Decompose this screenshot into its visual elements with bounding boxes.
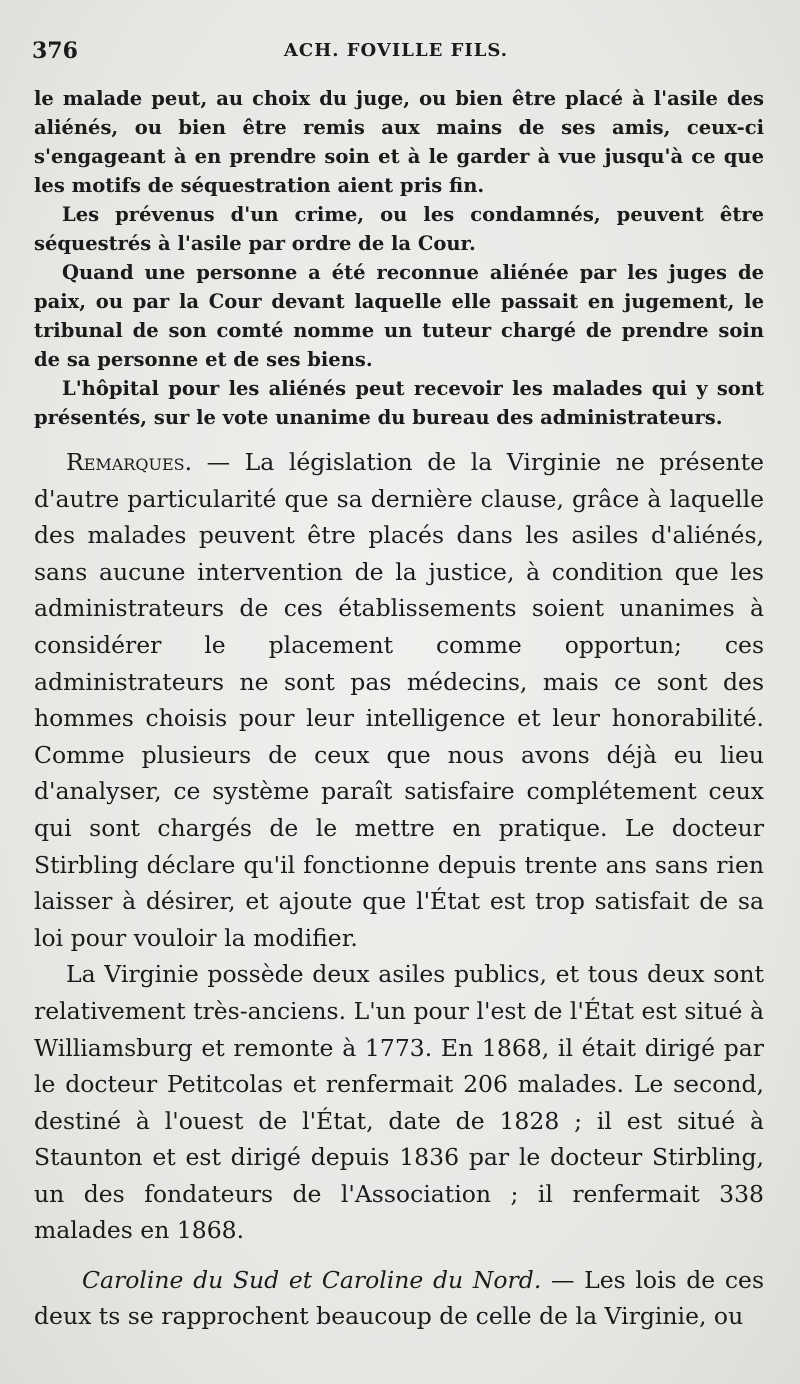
paragraph-hopital: L'hôpital pour les aliénés peut recevoir les malades qui y sont présentés, sur le vote unanime du bureau des administrateurs. bbox=[34, 377, 764, 429]
remarques-heading: Remarques. bbox=[66, 448, 193, 476]
legal-text-section bbox=[34, 84, 764, 432]
remarques-text: — La législation de la Virginie ne présente d'autre particularité que sa dernière clause, grâce à laquelle des malades peuvent être placés dans les asiles d'aliénés, sans aucune intervention de la justice, à condition que les administrateurs de ces établissements soient unanimes à considérer le placement comme opportun; ces administrateurs ne sont pas médecins, mais ce sont des hommes choisis pour leur intelligence et leur honorabilité. Comme plusieurs de ceux que nous avons déjà eu lieu d'analyser, ce système paraît satisfaire complétement ceux qui sont chargés de le mettre en pratique. Le docteur Stirbling déclare qu'il fonctionne depuis trente ans sans rien laisser à désirer, et ajoute que l'État est trop satisfait de sa loi pour vouloir la modifier. bbox=[34, 448, 764, 952]
page-number: 376 bbox=[32, 38, 78, 64]
carolines-section bbox=[34, 1262, 764, 1334]
paragraph-tuteur: Quand une personne a été reconnue aliénée par les juges de paix, ou par la Cour devant laquelle elle passait en jugement, le tribunal de son comté nomme un tuteur chargé de prendre soin de sa personne et de ses biens. bbox=[34, 261, 764, 371]
paragraph-asiles: La Virginie possède deux asiles publics, et tous deux sont relativement très-anciens. L'un pour l'est de l'État est situé à Williamsburg et remonte à 1773. En 1868, il était dirigé par le docteur Petitcolas et renfermait 206 malades. Le second, destiné à l'ouest de l'État, date de 1828 ; il est situé à Staunton et est dirigé depuis 1836 par le docteur Stirbling, un des fondateurs de l'Association ; il renfermait 338 malades en 1868. bbox=[34, 960, 764, 1245]
carolines-text: — Les lois de ces deux ts se rapprochent beaucoup de celle de la Virginie, ou bbox=[34, 1266, 765, 1330]
paragraph-continuation: le malade peut, au choix du juge, ou bien être placé à l'asile des aliénés, ou bien être remis aux mains de ses amis, ceux-ci s'engageant à en prendre soin et à le garder à vue jusqu'à ce que les motifs de séquestration aient pris fin. bbox=[34, 87, 764, 197]
page-header bbox=[32, 38, 760, 68]
remarques-section bbox=[34, 444, 764, 1249]
running-title: ACH. FOVILLE FILS. bbox=[283, 40, 509, 61]
paragraph-prevenus: Les prévenus d'un crime, ou les condamnés, peuvent être séquestrés à l'asile par ordre de la Cour. bbox=[34, 203, 764, 255]
paragraph-remarques bbox=[34, 444, 764, 956]
paragraph-carolines bbox=[34, 1262, 764, 1334]
carolines-heading: Caroline du Sud et Caroline du Nord. bbox=[82, 1266, 542, 1294]
